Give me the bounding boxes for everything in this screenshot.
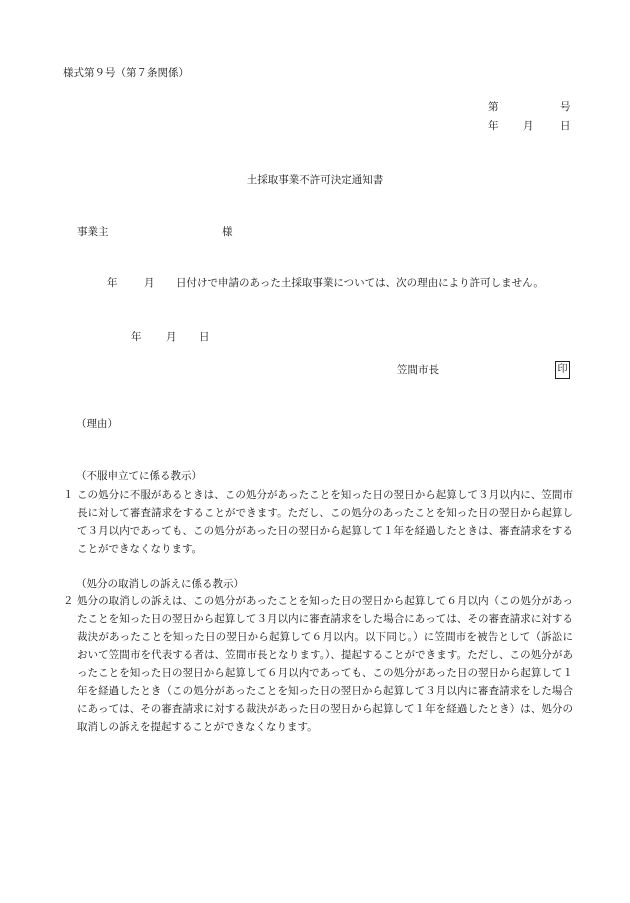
header-date-day: 日 [560, 120, 571, 132]
intro-text: 日付けで申請のあった土採取事業については、次の理由により許可しません。 [176, 277, 544, 289]
issue-date-year: 年 [131, 331, 142, 343]
appeal-heading: （不服申立てに係る教示） [76, 470, 202, 482]
appeal-text: この処分に不服があるときは、この処分があったことを知った日の翌日から起算して３月以内に、笠間市長に対して審査請求をすることができます。ただし、この処分のあったことを知った日の翌日から起算して３月以内であっても、この処分があった日の翌日から起算して１年を経過したときは、審査請求をすることができなくなります。 [77, 489, 573, 555]
intro-month: 月 [144, 277, 155, 289]
intro-year: 年 [107, 277, 118, 289]
document-number-suffix: 号 [560, 101, 571, 113]
lawsuit-heading: （処分の取消しの訴えに係る教示） [76, 578, 244, 590]
lawsuit-paragraph [63, 592, 573, 736]
reason-label: （理由） [76, 418, 118, 430]
issue-date-month: 月 [166, 331, 177, 343]
appeal-paragraph [63, 486, 573, 558]
issue-date-day: 日 [199, 331, 210, 343]
header-date-month: 月 [523, 120, 534, 132]
lawsuit-number: ２ [63, 595, 74, 607]
header-date-year: 年 [488, 120, 499, 132]
lawsuit-text: 処分の取消しの訴えは、この処分があったことを知った日の翌日から起算して６月以内（この処分があったことを知った日の翌日から起算して３月以内に審査請求をした場合にあっては、その審査請求に対する裁決があったことを知った日の翌日から起算して６月以内。以下同じ。）に笠間市を被告として（訴訟において笠間市を代表する者は、笠間市長となります。）、提起することができます。ただし、この処分があったことを知った日の翌日から起算して６月以内であっても、この処分があった日の翌日から起算して１年を経過したとき（この処分があったことを知った日の翌日から起算して３月以内に審査請求をした場合にあっては、その審査請求に対する裁決があった日の翌日から起算して１年を経過したとき）は、処分の取消しの訴えを提起することができなくなります。 [77, 595, 573, 733]
addressee [77, 225, 233, 239]
issuer-name: 笠間市長 [397, 364, 439, 376]
document-title: 土採取事業不許可決定通知書 [246, 174, 384, 186]
addressee-label: 事業主 [77, 226, 109, 238]
appeal-number: １ [63, 489, 74, 501]
seal-mark: 印 [555, 361, 570, 379]
addressee-honorific: 様 [222, 226, 233, 238]
form-number: 様式第９号（第７条関係） [63, 67, 189, 79]
document-number-prefix: 第 [488, 101, 499, 113]
